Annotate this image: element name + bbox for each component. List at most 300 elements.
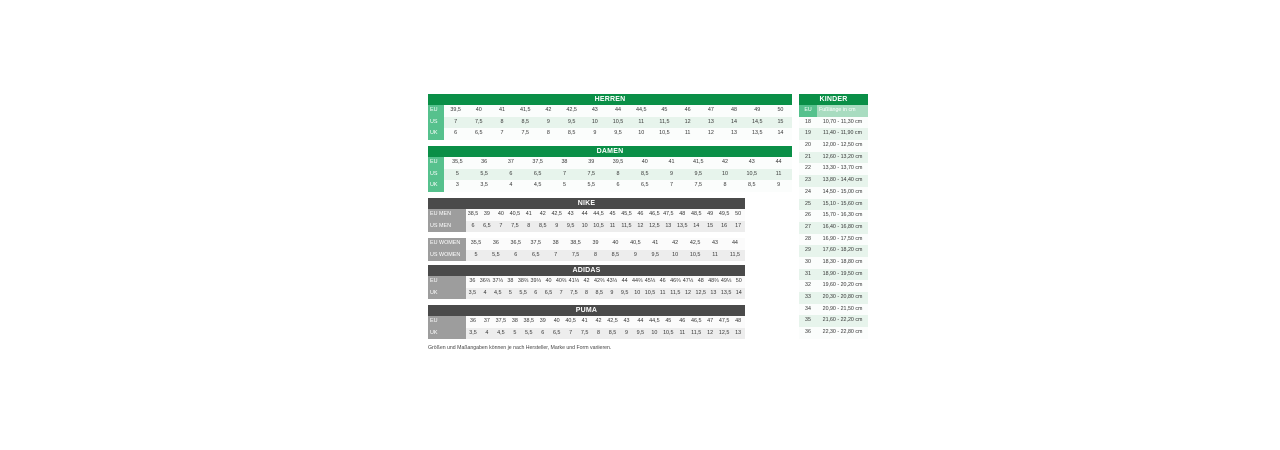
nike-cell: 8,5 bbox=[538, 222, 547, 229]
damen-row bbox=[428, 169, 792, 181]
kinder-eu: 30 bbox=[805, 258, 811, 265]
damen-cell: 5 bbox=[562, 182, 566, 188]
kinder-row bbox=[799, 280, 868, 292]
adidas-cell: 37⅓ bbox=[492, 278, 503, 284]
adidas-cell: 48⅔ bbox=[708, 278, 719, 284]
puma-cell: 12 bbox=[707, 329, 714, 336]
nike-cell: 44 bbox=[731, 240, 738, 246]
kinder-length: 13,80 - 14,40 cm bbox=[822, 177, 863, 184]
kinder-title: KINDER bbox=[799, 94, 868, 105]
nike-cell: 8,5 bbox=[611, 251, 620, 258]
herren-cell: 6 bbox=[454, 130, 458, 136]
nike-cell: 14 bbox=[693, 222, 700, 229]
herren-cell: 14 bbox=[777, 130, 784, 136]
puma-cell: 7 bbox=[569, 329, 573, 336]
herren-cell: 13,5 bbox=[751, 130, 763, 136]
nike-cell: 6,5 bbox=[531, 251, 540, 258]
puma-row-label: UK bbox=[428, 328, 466, 340]
adidas-cell: 40⅔ bbox=[555, 278, 567, 284]
herren-cell: 12 bbox=[707, 130, 714, 136]
nike-cell: 7 bbox=[554, 251, 558, 258]
herren-cell: 10 bbox=[638, 130, 645, 136]
kinder-eu: 34 bbox=[805, 305, 811, 312]
herren-cell: 43 bbox=[591, 107, 598, 113]
puma-cell: 43 bbox=[623, 318, 630, 324]
puma-cell: 3,5 bbox=[469, 329, 477, 336]
herren-cell: 40 bbox=[475, 107, 482, 113]
kinder-row bbox=[799, 315, 868, 327]
puma-cell: 8 bbox=[597, 329, 601, 336]
adidas-cell: 5 bbox=[508, 289, 512, 296]
nike-cell: 6 bbox=[514, 251, 518, 258]
nike-cell: 42,5 bbox=[689, 240, 701, 246]
kinder-eu: 24 bbox=[805, 188, 811, 195]
puma-cell: 42 bbox=[595, 318, 602, 324]
herren-cell: 41 bbox=[499, 107, 505, 113]
adidas-cell: 48 bbox=[697, 278, 704, 284]
adidas-cell: 40 bbox=[545, 278, 552, 284]
herren-cell: 10,5 bbox=[659, 130, 670, 136]
kinder-length: 19,60 - 20,20 cm bbox=[822, 282, 863, 289]
nike-cell: 40,5 bbox=[630, 240, 641, 246]
puma-table bbox=[428, 305, 745, 339]
adidas-row-label: EU bbox=[428, 276, 466, 288]
adidas-cell: 11,5 bbox=[670, 289, 681, 296]
damen-cell: 8,5 bbox=[640, 170, 649, 177]
herren-cell: 9 bbox=[546, 118, 550, 125]
damen-cell: 40 bbox=[641, 159, 648, 165]
kinder-eu: 36 bbox=[805, 329, 811, 336]
nike-row bbox=[428, 209, 745, 221]
adidas-cell: 46 bbox=[659, 278, 666, 284]
kinder-length: 18,90 - 19,50 cm bbox=[822, 270, 863, 277]
adidas-cell: 42 bbox=[583, 278, 590, 284]
puma-cell: 8,5 bbox=[608, 329, 617, 336]
kinder-row bbox=[799, 210, 868, 222]
damen-cell: 3 bbox=[455, 182, 459, 188]
damen-cell: 9,5 bbox=[694, 170, 703, 177]
nike-cell: 43 bbox=[567, 211, 574, 217]
kinder-eu: 29 bbox=[805, 247, 811, 254]
nike-cell: 12,5 bbox=[649, 222, 660, 229]
damen-cell: 42 bbox=[722, 159, 729, 165]
nike-cell: 12 bbox=[637, 222, 644, 229]
herren-row bbox=[428, 105, 792, 117]
nike-cell: 36,5 bbox=[510, 240, 522, 246]
damen-cell: 10,5 bbox=[746, 170, 758, 177]
puma-cell: 13 bbox=[735, 329, 742, 336]
puma-cell: 5,5 bbox=[525, 329, 533, 336]
kinder-row bbox=[799, 117, 868, 129]
adidas-cell: 8,5 bbox=[595, 289, 603, 296]
damen-cell: 41,5 bbox=[693, 159, 704, 165]
kinder-row bbox=[799, 257, 868, 269]
damen-cell: 9 bbox=[670, 170, 673, 177]
nike-cell: 17 bbox=[735, 222, 742, 229]
nike-cell: 48,5 bbox=[690, 211, 702, 217]
damen-row-label: UK bbox=[428, 180, 444, 192]
kinder-eu: 23 bbox=[805, 177, 811, 184]
damen-cell: 10 bbox=[722, 170, 729, 177]
kinder-length: 20,30 - 20,80 cm bbox=[822, 294, 863, 300]
puma-cell: 5 bbox=[513, 329, 517, 336]
adidas-cell: 39⅓ bbox=[530, 278, 542, 284]
herren-cell: 42 bbox=[545, 107, 552, 113]
nike-row bbox=[428, 238, 745, 250]
nike-row-label: EU WOMEN bbox=[428, 238, 466, 250]
puma-cell: 12,5 bbox=[718, 329, 730, 336]
kinder-eu: 27 bbox=[805, 223, 811, 230]
herren-row bbox=[428, 117, 792, 129]
kinder-eu: 25 bbox=[805, 200, 811, 207]
nike-cell: 13 bbox=[665, 222, 672, 229]
nike-cell: 7 bbox=[499, 222, 503, 229]
kinder-length: 12,60 - 13,20 cm bbox=[822, 153, 863, 160]
kinder-header-row bbox=[799, 105, 868, 117]
nike-cell: 15 bbox=[707, 222, 714, 229]
kinder-eu: 28 bbox=[805, 235, 811, 242]
adidas-cell: 4,5 bbox=[493, 289, 502, 296]
damen-row bbox=[428, 157, 792, 169]
puma-cell: 38,5 bbox=[523, 318, 535, 324]
damen-cell: 39 bbox=[588, 159, 595, 165]
kinder-length: 17,60 - 18,20 cm bbox=[822, 247, 863, 254]
damen-cell: 39,5 bbox=[612, 159, 624, 165]
kinder-row bbox=[799, 128, 868, 140]
nike-cell: 6,5 bbox=[483, 222, 491, 229]
adidas-cell: 6,5 bbox=[544, 289, 553, 296]
herren-cell: 48 bbox=[731, 107, 738, 113]
herren-cell: 11 bbox=[684, 130, 691, 136]
puma-cell: 38 bbox=[511, 318, 518, 324]
nike-cell: 47,5 bbox=[663, 211, 674, 217]
adidas-cell: 12,5 bbox=[695, 289, 706, 296]
herren-cell: 6,5 bbox=[475, 130, 483, 136]
damen-cell: 6,5 bbox=[533, 170, 542, 177]
adidas-cell: 8 bbox=[585, 289, 589, 296]
puma-cell: 41 bbox=[581, 318, 588, 324]
adidas-cell: 42⅔ bbox=[593, 278, 605, 284]
herren-cell: 13 bbox=[707, 118, 714, 125]
puma-cell: 39 bbox=[539, 318, 546, 324]
adidas-cell: 47⅓ bbox=[682, 278, 694, 284]
kinder-eu: 35 bbox=[805, 317, 811, 324]
kinder-header-length: Fußlänge in cm bbox=[817, 105, 868, 117]
nike-cell: 43 bbox=[712, 240, 719, 246]
adidas-cell: 36⅔ bbox=[479, 278, 491, 284]
kinder-length: 15,10 - 15,60 cm bbox=[822, 200, 863, 207]
puma-cell: 37 bbox=[483, 318, 490, 324]
herren-cell: 7,5 bbox=[475, 118, 483, 125]
nike-cell: 46 bbox=[637, 211, 644, 217]
adidas-cell: 49⅓ bbox=[720, 278, 732, 284]
adidas-cell: 44⅔ bbox=[632, 278, 643, 284]
damen-cell: 3,5 bbox=[480, 182, 488, 188]
nike-row-label: US WOMEN bbox=[428, 250, 466, 262]
herren-cell: 50 bbox=[777, 107, 784, 113]
adidas-cell: 38⅔ bbox=[517, 278, 529, 284]
damen-cell: 35,5 bbox=[452, 159, 463, 165]
damen-cell: 37,5 bbox=[532, 159, 543, 165]
kinder-length: 10,70 - 11,30 cm bbox=[822, 118, 863, 125]
herren-cell: 39,5 bbox=[450, 107, 461, 113]
herren-row bbox=[428, 128, 792, 140]
adidas-cell: 41⅓ bbox=[568, 278, 580, 284]
kinder-row bbox=[799, 199, 868, 211]
kinder-length: 22,30 - 22,80 cm bbox=[822, 329, 863, 336]
nike-cell: 37,5 bbox=[530, 240, 541, 246]
kinder-length: 12,00 - 12,50 cm bbox=[822, 142, 863, 149]
damen-cell: 8 bbox=[616, 170, 620, 177]
puma-cell: 36 bbox=[469, 318, 476, 324]
puma-cell: 44 bbox=[637, 318, 644, 324]
damen-title: DAMEN bbox=[428, 146, 792, 157]
nike-table bbox=[428, 198, 745, 261]
adidas-cell: 6 bbox=[534, 289, 538, 296]
puma-cell: 37,5 bbox=[495, 318, 507, 324]
adidas-table bbox=[428, 265, 745, 299]
kinder-eu: 32 bbox=[805, 282, 811, 289]
adidas-cell: 7,5 bbox=[570, 289, 578, 296]
kinder-eu: 26 bbox=[805, 212, 811, 219]
nike-row-label: EU MEN bbox=[428, 209, 466, 221]
puma-cell: 4 bbox=[485, 329, 489, 336]
damen-table bbox=[428, 146, 792, 192]
nike-cell: 42,5 bbox=[551, 211, 562, 217]
nike-cell: 44 bbox=[581, 211, 588, 217]
adidas-cell: 11 bbox=[659, 289, 666, 296]
herren-table bbox=[428, 94, 792, 140]
kinder-row bbox=[799, 292, 868, 304]
herren-cell: 8,5 bbox=[521, 118, 529, 125]
nike-cell: 40,5 bbox=[509, 211, 521, 217]
nike-cell: 41 bbox=[525, 211, 532, 217]
puma-title: PUMA bbox=[428, 305, 745, 316]
damen-cell: 41 bbox=[668, 159, 675, 165]
adidas-cell: 46⅔ bbox=[670, 278, 681, 284]
nike-cell: 46,5 bbox=[649, 211, 660, 217]
nike-cell: 10 bbox=[672, 251, 679, 258]
damen-cell: 6 bbox=[616, 182, 620, 188]
damen-cell: 5,5 bbox=[587, 182, 595, 188]
kinder-eu: 20 bbox=[805, 142, 811, 149]
damen-cell: 8,5 bbox=[748, 182, 756, 188]
adidas-cell: 5,5 bbox=[519, 289, 527, 296]
damen-cell: 8 bbox=[723, 182, 727, 188]
puma-cell: 40,5 bbox=[565, 318, 576, 324]
herren-cell: 46 bbox=[684, 107, 691, 113]
adidas-row bbox=[428, 288, 745, 300]
adidas-row bbox=[428, 276, 745, 288]
puma-cell: 11,5 bbox=[691, 329, 702, 336]
adidas-cell: 3,5 bbox=[468, 289, 477, 296]
nike-row bbox=[428, 221, 745, 233]
puma-rows bbox=[428, 316, 745, 339]
kinder-header-eu: EU bbox=[799, 105, 817, 117]
adidas-cell: 45⅓ bbox=[644, 278, 656, 284]
nike-cell: 50 bbox=[735, 211, 742, 217]
damen-cell: 7,5 bbox=[587, 170, 595, 177]
nike-cell: 45,5 bbox=[621, 211, 632, 217]
herren-cell: 49 bbox=[754, 107, 761, 113]
puma-cell: 40 bbox=[553, 318, 560, 324]
damen-cell: 6 bbox=[509, 170, 513, 177]
nike-cell: 11 bbox=[609, 222, 616, 229]
herren-cell: 47 bbox=[707, 107, 714, 113]
herren-cell: 10,5 bbox=[612, 118, 624, 125]
nike-cell: 7,5 bbox=[511, 222, 519, 229]
herren-cell: 45 bbox=[661, 107, 668, 113]
nike-cell: 7,5 bbox=[571, 251, 580, 258]
kinder-row bbox=[799, 175, 868, 187]
damen-cell: 36 bbox=[481, 159, 488, 165]
nike-cell: 38,5 bbox=[467, 211, 479, 217]
herren-cell: 11 bbox=[638, 118, 645, 125]
kinder-row bbox=[799, 304, 868, 316]
nike-cell: 49,5 bbox=[718, 211, 730, 217]
kinder-eu: 22 bbox=[805, 165, 811, 172]
nike-cell: 39 bbox=[483, 211, 490, 217]
kinder-length: 18,30 - 18,80 cm bbox=[822, 258, 863, 265]
nike-cell: 40 bbox=[497, 211, 504, 217]
nike-cell: 16 bbox=[721, 222, 728, 229]
kinder-length: 21,60 - 22,20 cm bbox=[822, 317, 863, 324]
nike-cell: 10 bbox=[581, 222, 588, 229]
puma-row-label: EU bbox=[428, 316, 466, 328]
puma-cell: 45 bbox=[665, 318, 672, 324]
adidas-title: ADIDAS bbox=[428, 265, 745, 276]
adidas-cell: 10 bbox=[634, 289, 641, 296]
kinder-row bbox=[799, 140, 868, 152]
nike-cell: 5 bbox=[474, 251, 478, 258]
herren-cell: 7 bbox=[454, 118, 458, 125]
nike-title: NIKE bbox=[428, 198, 745, 209]
damen-cell: 11 bbox=[775, 170, 782, 177]
nike-cell: 11,5 bbox=[729, 251, 740, 258]
adidas-cell: 7 bbox=[559, 289, 563, 296]
kinder-length: 16,90 - 17,50 cm bbox=[822, 235, 863, 242]
kinder-row bbox=[799, 222, 868, 234]
herren-cell: 15 bbox=[777, 118, 784, 125]
kinder-row bbox=[799, 187, 868, 199]
puma-cell: 7,5 bbox=[580, 329, 589, 336]
nike-cell: 36 bbox=[492, 240, 499, 246]
kinder-row bbox=[799, 269, 868, 281]
herren-cell: 13 bbox=[731, 130, 738, 136]
nike-cell: 38 bbox=[552, 240, 559, 246]
nike-cell: 49 bbox=[707, 211, 714, 217]
kinder-length: 15,70 - 16,30 cm bbox=[822, 212, 863, 219]
puma-cell: 10,5 bbox=[663, 329, 674, 336]
nike-cell: 9 bbox=[555, 222, 559, 229]
nike-rows bbox=[428, 209, 745, 261]
adidas-cell: 12 bbox=[685, 289, 692, 296]
damen-cell: 5,5 bbox=[480, 170, 488, 177]
kinder-length: 11,40 - 11,90 cm bbox=[823, 130, 862, 137]
kinder-rows bbox=[799, 117, 868, 339]
puma-cell: 9,5 bbox=[636, 329, 645, 336]
nike-cell: 39 bbox=[592, 240, 599, 246]
damen-cell: 7,5 bbox=[694, 182, 703, 188]
herren-cell: 8,5 bbox=[567, 130, 576, 136]
damen-cell: 9 bbox=[777, 182, 781, 188]
herren-row-label: EU bbox=[428, 105, 444, 117]
damen-cell: 43 bbox=[748, 159, 755, 165]
damen-rows bbox=[428, 157, 792, 192]
nike-cell: 11,5 bbox=[621, 222, 632, 229]
herren-cell: 12 bbox=[684, 118, 691, 125]
nike-cell: 8 bbox=[593, 251, 597, 258]
herren-cell: 10 bbox=[591, 118, 598, 125]
kinder-row bbox=[799, 245, 868, 257]
herren-cell: 9,5 bbox=[614, 130, 622, 136]
herren-cell: 7,5 bbox=[521, 130, 529, 136]
damen-cell: 6,5 bbox=[640, 182, 649, 188]
nike-cell: 40 bbox=[612, 240, 619, 246]
puma-cell: 48 bbox=[735, 318, 742, 324]
herren-title: HERREN bbox=[428, 94, 792, 105]
herren-cell: 8 bbox=[546, 130, 550, 136]
adidas-cell: 36 bbox=[469, 278, 476, 284]
puma-row bbox=[428, 328, 745, 340]
nike-cell: 11 bbox=[712, 251, 718, 258]
herren-cell: 11,5 bbox=[659, 118, 670, 125]
damen-cell: 37 bbox=[507, 159, 514, 165]
nike-cell: 41 bbox=[652, 240, 659, 246]
herren-cell: 8 bbox=[500, 118, 504, 125]
herren-row-label: US bbox=[428, 117, 444, 129]
nike-cell: 6 bbox=[471, 222, 475, 229]
kinder-row bbox=[799, 163, 868, 175]
damen-row bbox=[428, 180, 792, 192]
puma-cell: 42,5 bbox=[607, 318, 618, 324]
puma-row bbox=[428, 316, 745, 328]
damen-cell: 4,5 bbox=[533, 182, 542, 188]
puma-cell: 46,5 bbox=[690, 318, 702, 324]
puma-cell: 47,5 bbox=[718, 318, 730, 324]
puma-cell: 11 bbox=[679, 329, 686, 336]
herren-cell: 14 bbox=[731, 118, 738, 125]
nike-cell: 42 bbox=[539, 211, 546, 217]
kinder-row bbox=[799, 234, 868, 246]
nike-cell: 35,5 bbox=[470, 240, 482, 246]
kinder-eu: 18 bbox=[805, 118, 811, 125]
damen-cell: 38 bbox=[561, 159, 568, 165]
adidas-rows bbox=[428, 276, 745, 299]
damen-cell: 7 bbox=[562, 170, 566, 177]
herren-cell: 44 bbox=[615, 107, 622, 113]
nike-cell: 44,5 bbox=[593, 211, 604, 217]
damen-cell: 7 bbox=[670, 182, 673, 188]
damen-cell: 4 bbox=[509, 182, 513, 188]
nike-cell: 38,5 bbox=[570, 240, 581, 246]
kinder-length: 16,40 - 16,80 cm bbox=[822, 223, 863, 230]
puma-cell: 6 bbox=[541, 329, 545, 336]
nike-cell: 9 bbox=[633, 251, 637, 258]
nike-cell: 5,5 bbox=[492, 251, 500, 258]
nike-row bbox=[428, 250, 745, 262]
nike-cell: 9,5 bbox=[651, 251, 659, 258]
kinder-table bbox=[799, 94, 868, 339]
nike-cell: 45 bbox=[609, 211, 616, 217]
nike-cell: 13,5 bbox=[677, 222, 688, 229]
puma-cell: 46 bbox=[679, 318, 686, 324]
puma-cell: 47 bbox=[707, 318, 714, 324]
puma-cell: 9 bbox=[624, 329, 628, 336]
puma-cell: 44,5 bbox=[649, 318, 660, 324]
kinder-row bbox=[799, 327, 868, 339]
nike-cell: 9,5 bbox=[566, 222, 575, 229]
